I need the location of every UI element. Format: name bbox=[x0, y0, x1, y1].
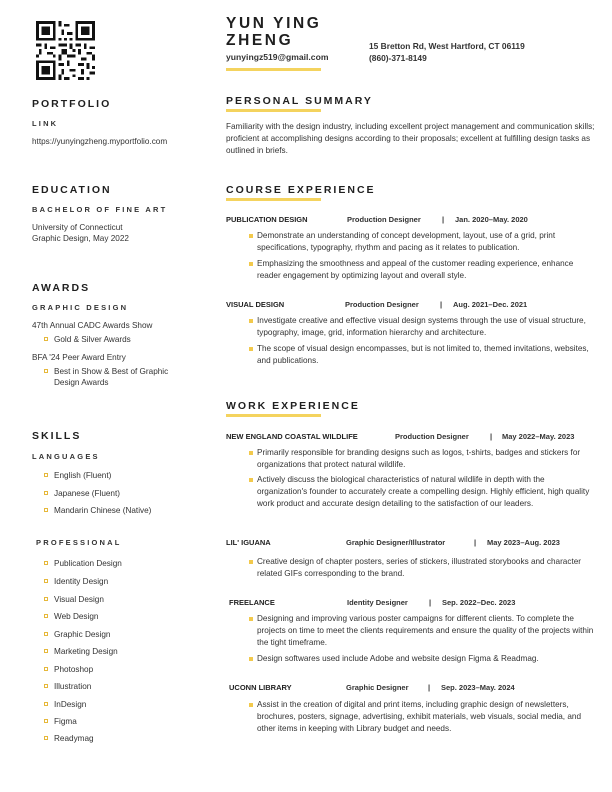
course-name: VISUAL DESIGN bbox=[226, 300, 285, 309]
skill-item: Web Design bbox=[54, 612, 99, 621]
award-item: Best in Show & Best of Graphic Design Awards bbox=[54, 366, 194, 388]
portfolio-subheading: LINK bbox=[32, 119, 59, 128]
job-organization: LIL' IGUANA bbox=[226, 538, 271, 547]
skill-item: Photoshop bbox=[54, 665, 94, 674]
job-bullet: Designing and improving various poster campaigns for different clients. To complete the projects on time to meet the clients requirements and ensure the quality of the projects within the tight timeframe. bbox=[257, 613, 597, 648]
language-item: English (Fluent) bbox=[54, 471, 112, 480]
contact-block bbox=[369, 40, 525, 64]
skill-item: Illustration bbox=[54, 682, 92, 691]
education-detail: Graphic Design, May 2022 bbox=[32, 234, 129, 243]
skill-item: Marketing Design bbox=[54, 647, 118, 656]
name-line-1: YUN YING bbox=[226, 15, 322, 32]
separator: | bbox=[429, 598, 432, 607]
job-bullet: Creative design of chapter posters, series of stickers, illustrated storybooks and character related GIFs corresponding to the brand. bbox=[257, 556, 597, 580]
separator: | bbox=[428, 683, 431, 692]
course-role: Production Designer bbox=[345, 300, 419, 309]
job-bullet: Actively discuss the biological characteristics of natural wildlife in depth with the organization's founder to accurately create a compelling design. Highly efficient, high quality work product and accurate design detailing to the satisfaction of our leaders. bbox=[257, 474, 597, 509]
course-bullet: Emphasizing the smoothness and appeal of the customer reading experience, enhance reader engagement by optimizing layout and overall style. bbox=[257, 258, 597, 282]
course-bullet: The scope of visual design encompasses, but is not limited to, themed invitations, websites, and publications. bbox=[257, 343, 597, 367]
skill-item: Identity Design bbox=[54, 577, 109, 586]
job-role: Graphic Designer/Illustrator bbox=[346, 538, 446, 547]
job-organization: UCONN LIBRARY bbox=[229, 683, 292, 692]
separator: | bbox=[490, 432, 493, 441]
education-heading: EDUCATION bbox=[32, 184, 112, 196]
email-link[interactable]: yunyingz519@gmail.com bbox=[226, 52, 329, 62]
job-bullet: Primarily responsible for branding designs such as logos, t-shirts, badges and stickers for organizations that protect natural wildlife. bbox=[257, 447, 597, 471]
skill-item: Figma bbox=[54, 717, 77, 726]
phone-text: (860)-371-8149 bbox=[369, 53, 427, 63]
course-bullet: Investigate creative and effective visual design systems through the use of visual structure, typography, image, grid, information hierarchy and architecture. bbox=[257, 315, 597, 339]
work-accent-bar bbox=[226, 414, 321, 417]
course-bullet: Demonstrate an understanding of concept development, layout, use of a grid, print specifications, typography, rhythm and pacing as it relates to publication. bbox=[257, 230, 597, 254]
portfolio-link[interactable]: https://yunyingzheng.myportfolio.com bbox=[32, 137, 168, 146]
language-item: Japanese (Fluent) bbox=[54, 489, 120, 498]
job-role: Identity Designer bbox=[347, 598, 408, 607]
language-item: Mandarin Chinese (Native) bbox=[54, 506, 152, 515]
separator: | bbox=[442, 215, 445, 224]
award-event: BFA '24 Peer Award Entry bbox=[32, 353, 126, 362]
job-date: May 2023–Aug. 2023 bbox=[487, 538, 560, 547]
job-bullet: Assist in the creation of digital and print items, including graphic design of newsletters, brochures, posters, signage, advertising, exhibit materials, web visuals, social media, and other items in keeping with Library budget and needs. bbox=[257, 699, 597, 734]
skills-heading: SKILLS bbox=[32, 430, 82, 442]
portfolio-heading: PORTFOLIO bbox=[32, 98, 112, 110]
skill-item: Publication Design bbox=[54, 559, 122, 568]
job-organization: FREELANCE bbox=[229, 598, 275, 607]
degree-title: BACHELOR OF FINE ART bbox=[32, 205, 168, 214]
awards-subheading: GRAPHIC DESIGN bbox=[32, 303, 129, 312]
award-item: Gold & Silver Awards bbox=[54, 335, 131, 344]
qr-code bbox=[36, 21, 95, 80]
skill-item: InDesign bbox=[54, 700, 87, 709]
separator: | bbox=[440, 300, 443, 309]
job-role: Production Designer bbox=[395, 432, 469, 441]
candidate-name bbox=[226, 15, 321, 49]
summary-text: Familiarity with the design industry, including excellent project management and communication skills; proficient at accomplishing designs according to their proposals; excellent at fulfilling design tasks as outlined in briefs. bbox=[226, 122, 595, 155]
languages-heading: LANGUAGES bbox=[32, 452, 100, 461]
job-date: May 2022–May. 2023 bbox=[502, 432, 575, 441]
job-role: Graphic Designer bbox=[346, 683, 409, 692]
job-organization: NEW ENGLAND COASTAL WILDLIFE bbox=[226, 432, 358, 441]
course-date: Aug. 2021–Dec. 2021 bbox=[453, 300, 528, 309]
job-date: Sep. 2022–Dec. 2023 bbox=[442, 598, 516, 607]
skill-item: Graphic Design bbox=[54, 630, 111, 639]
professional-heading: PROFESSIONAL bbox=[36, 538, 122, 547]
course-accent-bar bbox=[226, 198, 321, 201]
header-accent-bar bbox=[226, 68, 321, 71]
course-heading: COURSE EXPERIENCE bbox=[226, 184, 376, 196]
award-event: 47th Annual CADC Awards Show bbox=[32, 321, 153, 330]
address-text: 15 Bretton Rd, West Hartford, CT 06119 bbox=[369, 41, 525, 51]
course-name: PUBLICATION DESIGN bbox=[226, 215, 308, 224]
course-role: Production Designer bbox=[347, 215, 421, 224]
separator: | bbox=[474, 538, 477, 547]
course-date: Jan. 2020–May. 2020 bbox=[455, 215, 528, 224]
summary-heading: PERSONAL SUMMARY bbox=[226, 95, 373, 107]
summary-accent-bar bbox=[226, 109, 321, 112]
job-bullet: Design softwares used include Adobe and website design Figma & Readmag. bbox=[257, 653, 597, 665]
name-line-2: ZHENG bbox=[226, 32, 294, 49]
skill-item: Visual Design bbox=[54, 595, 104, 604]
skill-item: Readymag bbox=[54, 734, 94, 743]
job-date: Sep. 2023–May. 2024 bbox=[441, 683, 515, 692]
school-name: University of Connecticut bbox=[32, 223, 123, 232]
awards-heading: AWARDS bbox=[32, 282, 91, 294]
work-heading: WORK EXPERIENCE bbox=[226, 400, 360, 412]
